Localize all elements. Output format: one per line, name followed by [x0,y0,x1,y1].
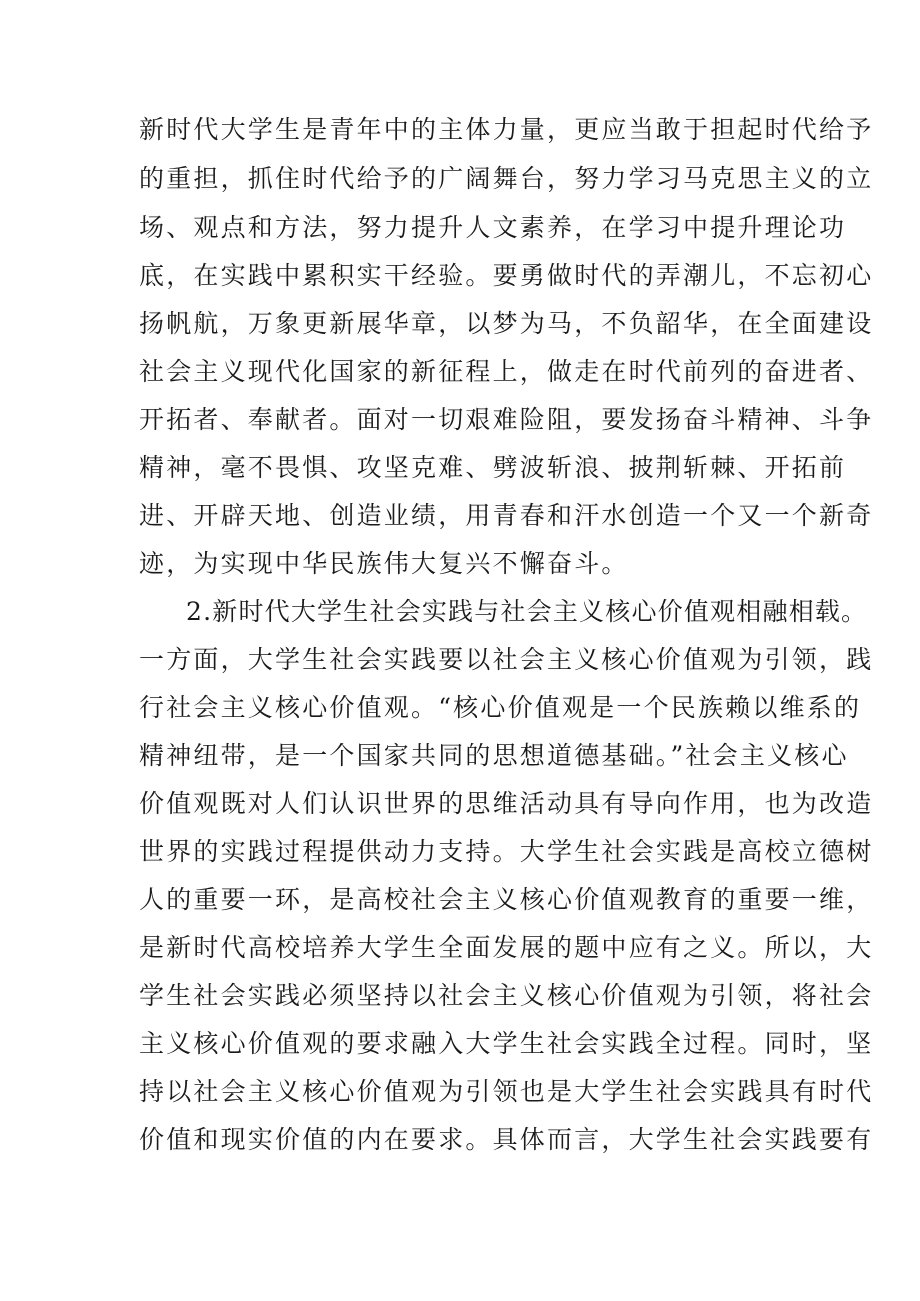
text-line: 持以社会主义核心价值观为引领也是大学生社会实践具有时代 [139,1077,874,1106]
text-line: 新时代大学生是青年中的主体力量，更应当敢于担起时代给予 [139,115,874,144]
text-line: 是新时代高校培养大学生全面发展的题中应有之义。所以，大 [139,933,874,962]
text-line: 世界的实践过程提供动力支持。大学生社会实践是高校立德树 [139,837,874,866]
text-line: 一方面，大学生社会实践要以社会主义核心价值观为引领，践 [139,645,874,674]
text-line: 价值和现实价值的内在要求。具体而言，大学生社会实践要有 [139,1125,874,1154]
text-line: 进、开辟天地、创造业绩，用青春和汗水创造一个又一个新奇 [139,501,874,530]
text-line: 学生社会实践必须坚持以社会主义核心价值观为引领，将社会 [139,981,874,1010]
text-line: 底，在实践中累积实干经验。要勇做时代的弄潮儿，不忘初心 [139,261,874,290]
text-line: 开拓者、奉献者。面对一切艰难险阻，要发扬奋斗精神、斗争 [139,405,874,434]
text-line: 的重担，抓住时代给予的广阔舞台，努力学习马克思主义的立 [139,164,874,193]
text-line: 社会主义现代化国家的新征程上，做走在时代前列的奋进者、 [139,357,874,386]
text-line: 行社会主义核心价值观。“核心价值观是一个民族赖以维系的 [139,693,862,722]
text-line: 精神纽带，是一个国家共同的思想道德基础。”社会主义核心 [139,741,849,770]
text-line: 精神，毫不畏惧、攻坚克难、劈波斩浪、披荆斩棘、开拓前 [139,453,847,482]
text-line: 人的重要一环，是高校社会主义核心价值观教育的重要一维， [139,885,874,914]
text-line: 主义核心价值观的要求融入大学生社会实践全过程。同时，坚 [139,1029,874,1058]
text-line: 场、观点和方法，努力提升人文素养，在学习中提升理论功 [139,213,847,242]
text-line: 迹，为实现中华民族伟大复兴不懈奋斗。 [139,549,629,578]
text-line: 2.新时代大学生社会实践与社会主义核心价值观相融相载。 [186,597,868,626]
text-line: 扬帆航，万象更新展华章，以梦为马，不负韶华，在全面建设 [139,309,874,338]
text-line: 价值观既对人们认识世界的思维活动具有导向作用，也为改造 [139,789,874,818]
